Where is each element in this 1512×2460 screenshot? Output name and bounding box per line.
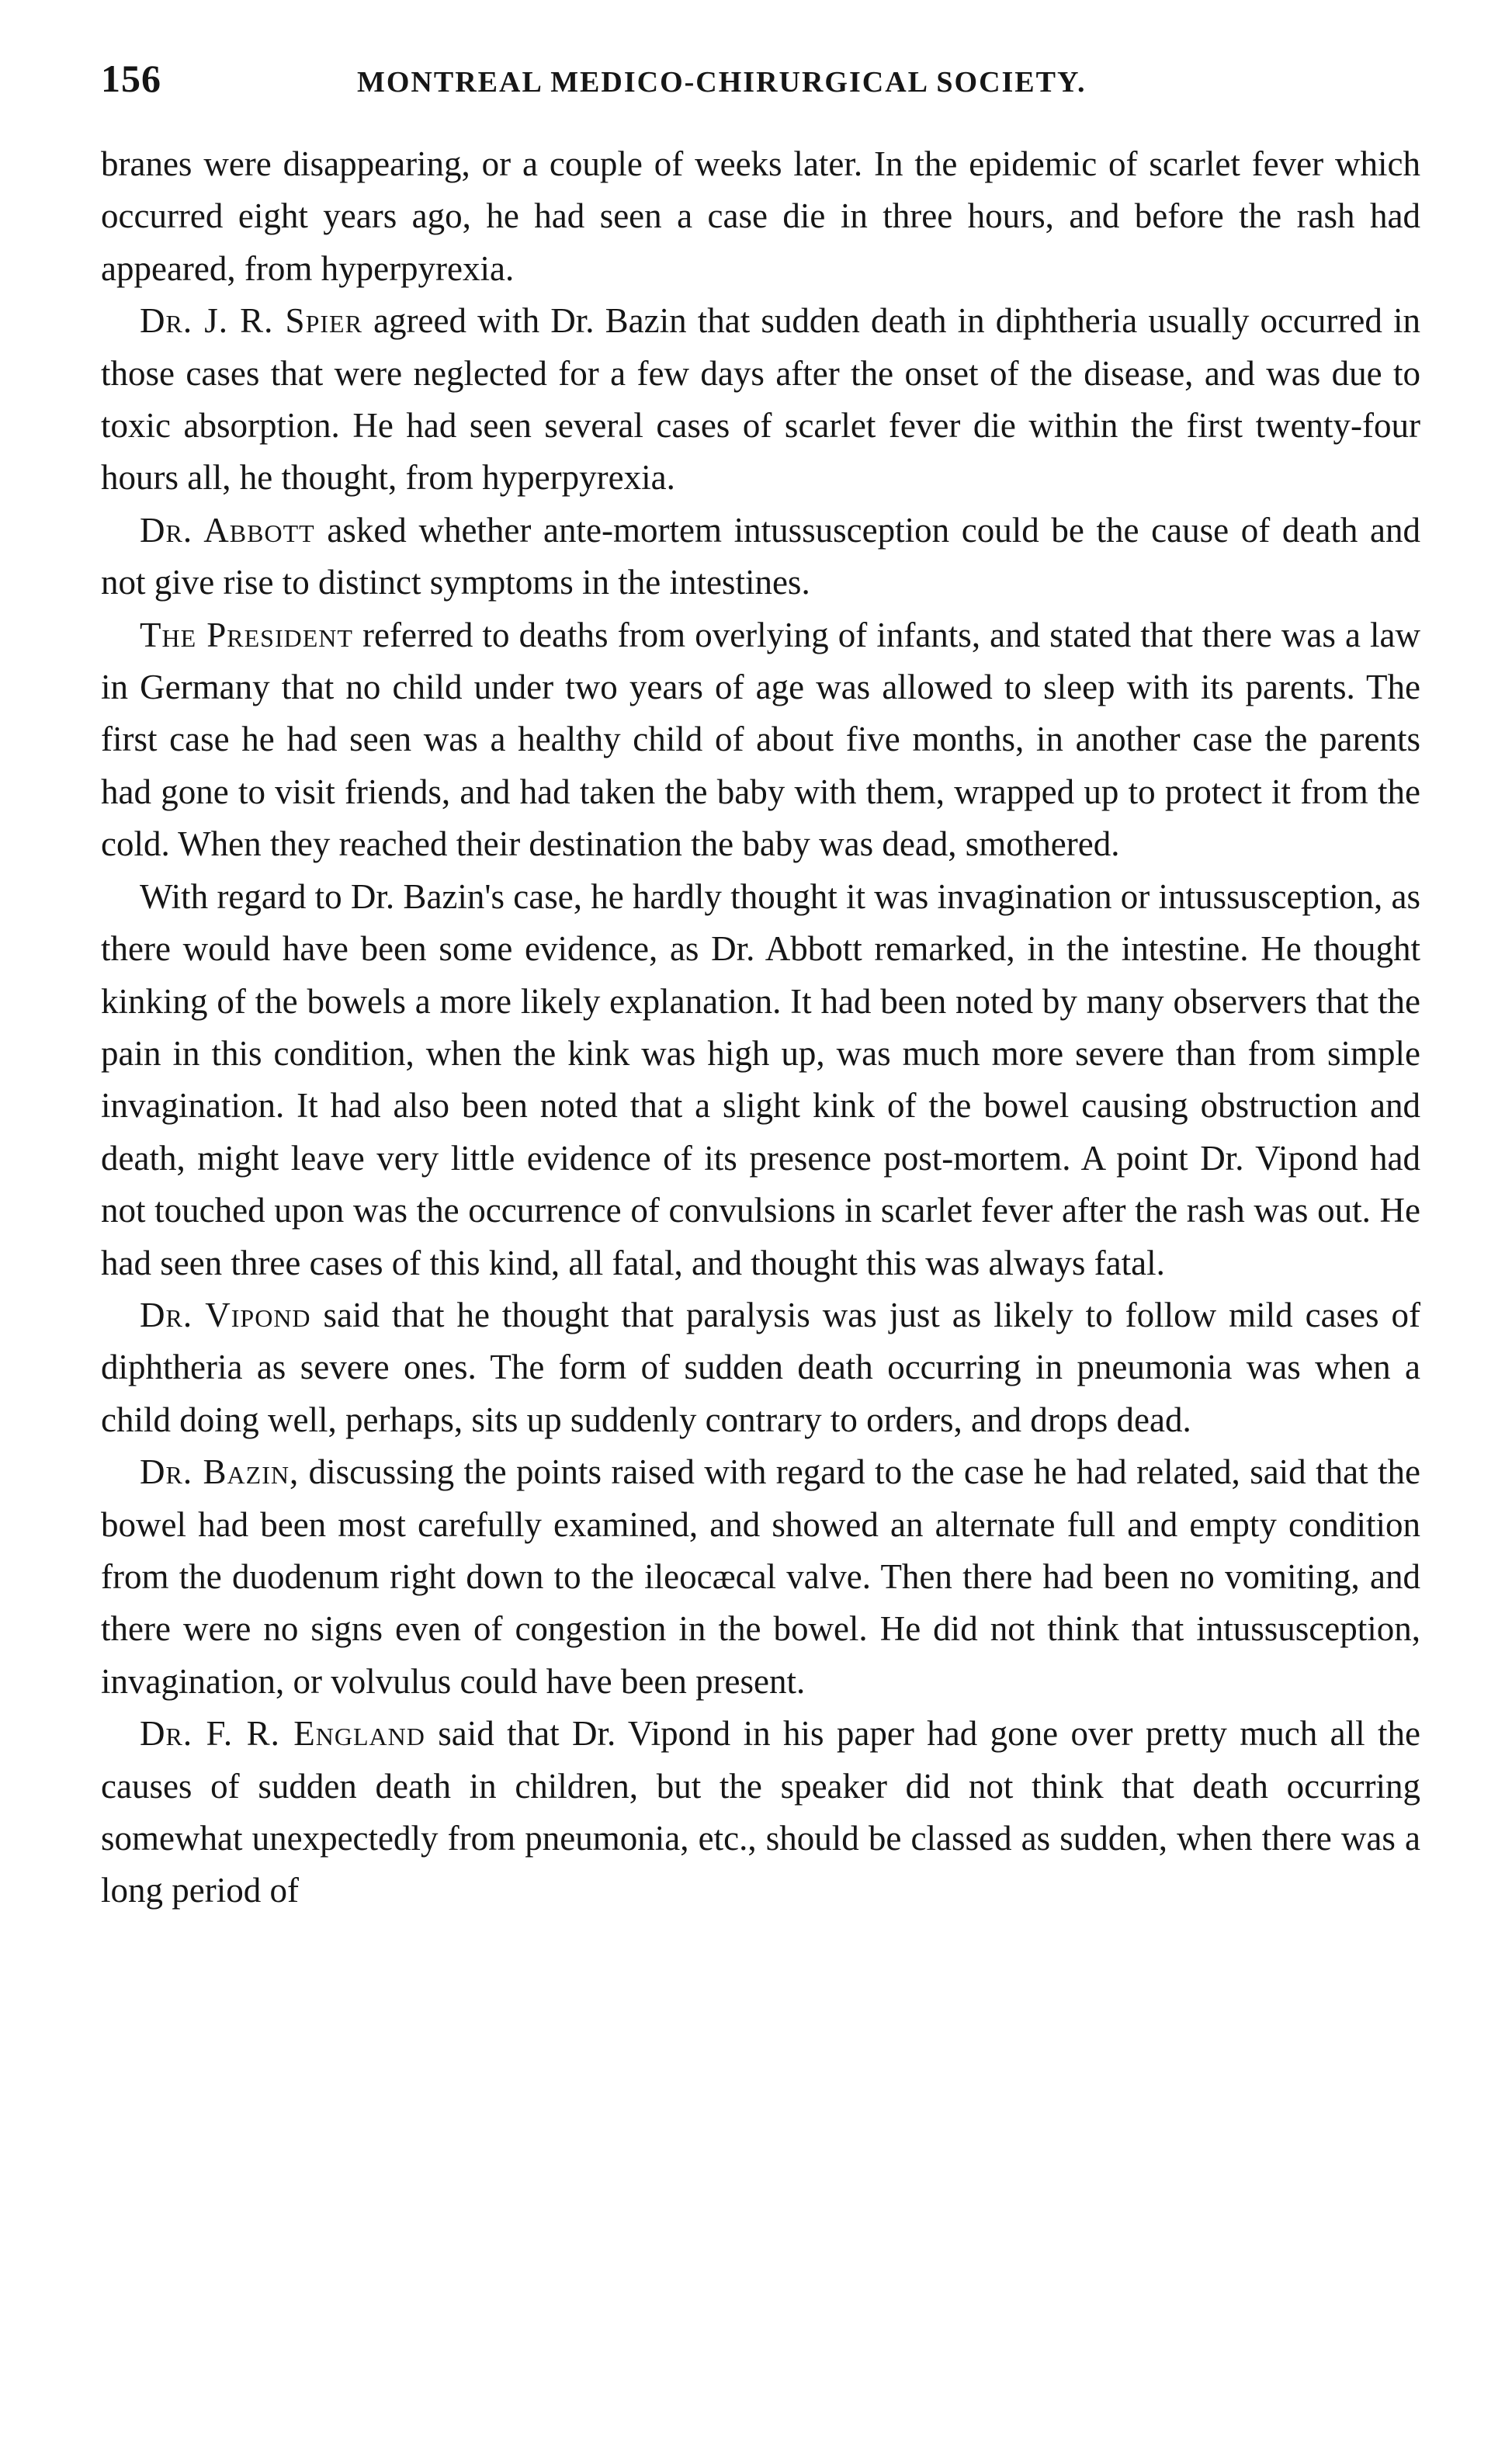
paragraph: [101, 505, 1420, 609]
paragraph-text: referred to deaths from overlying of infants, and stated that there was a law in Germany that no child under two years of age was allowed to sleep with its parents. The first case he had seen was a healthy child of about five months, in another case the parents had gone to visit friends, and had taken the baby with them, wrapped up to protect it from the cold. When they reached their destination the baby was dead, smothered.: [101, 615, 1421, 864]
paragraph-text: discussing the points raised with regard to the case he had related, said that the bowel had been most carefully examined, and showed an alternate full and empty condition from the duodenum right down to the ileocæcal valve. Then there had been no vomiting, and there were no signs even of congestion in the bowel. He did not think that intussusception, invagination, or volvulus could have been present.: [101, 1452, 1420, 1701]
speaker-name: Dr. Abbott: [140, 510, 315, 550]
paragraph: [101, 1708, 1420, 1917]
speaker-name: Dr. Bazin,: [140, 1452, 300, 1492]
speaker-name: Dr. Vipond: [140, 1295, 311, 1334]
paragraph-text: asked whether ante-mortem intussusception could be the cause of death and not give rise to distinct symptoms in the intestines.: [101, 510, 1421, 602]
running-head: [101, 56, 1420, 118]
paragraph-text: With regard to Dr. Bazin's case, he hardly thought it was invagination or intussusception, as there would have been some evidence, as Dr. Abbott remarked, in the intestine. He thought kinking of the bowels a more likely explanation. It had been noted by many observers that the pain in this condition, when the kink was high up, was much more severe than from simple invagination. It had also been noted that a slight kink of the bowel causing obstruction and death, might leave very little evidence of its presence post-mortem. A point Dr. Vipond had not touched upon was the occurrence of convulsions in scarlet fever after the rash was out. He had seen three cases of this kind, all fatal, and thought this was always fatal.: [101, 876, 1420, 1282]
book-page: [101, 56, 1420, 1917]
running-head-title: MONTREAL MEDICO-CHIRURGICAL SOCIETY.: [357, 66, 1087, 99]
paragraph-text: agreed with Dr. Bazin that sudden death in diphtheria usually occurred in those cases that were neglected for a few days after the onset of the disease, and was due to toxic absorption. He had seen several cases of scarlet fever die within the first twenty-four hours all, he thought, from hyperpyrexia.: [101, 301, 1420, 498]
paragraph-text: branes were disappearing, or a couple of weeks later. In the epidemic of scarlet fever which occurred eight years ago, he had seen a case die in three hours, and before the rash had appeared, from hyperpyrexia.: [101, 144, 1420, 288]
paragraph: [101, 1289, 1420, 1446]
speaker-name: The President: [140, 615, 353, 654]
paragraph: [101, 1446, 1420, 1708]
paragraph-text: said that Dr. Vipond in his paper had gone over pretty much all the causes of sudden death in children, but the speaker did not think that death occurring somewhat unexpectedly from pneumonia, etc., should be classed as sudden, when there was a long period of: [101, 1714, 1420, 1910]
paragraph: [101, 295, 1420, 505]
paragraph: [101, 138, 1420, 295]
paragraph-text: said that he thought that paralysis was just as likely to follow mild cases of diphtheria as severe ones. The form of sudden death occurring in pneumonia was when a child doing well, perhaps, sits up suddenly contrary to orders, and drops dead.: [101, 1295, 1420, 1439]
paragraph: [101, 609, 1420, 871]
paragraph: [101, 871, 1420, 1289]
body-text: [101, 138, 1420, 1917]
page-number: 156: [101, 57, 161, 100]
speaker-name: Dr. J. R. Spier: [140, 301, 362, 341]
speaker-name: Dr. F. R. England: [140, 1714, 425, 1754]
